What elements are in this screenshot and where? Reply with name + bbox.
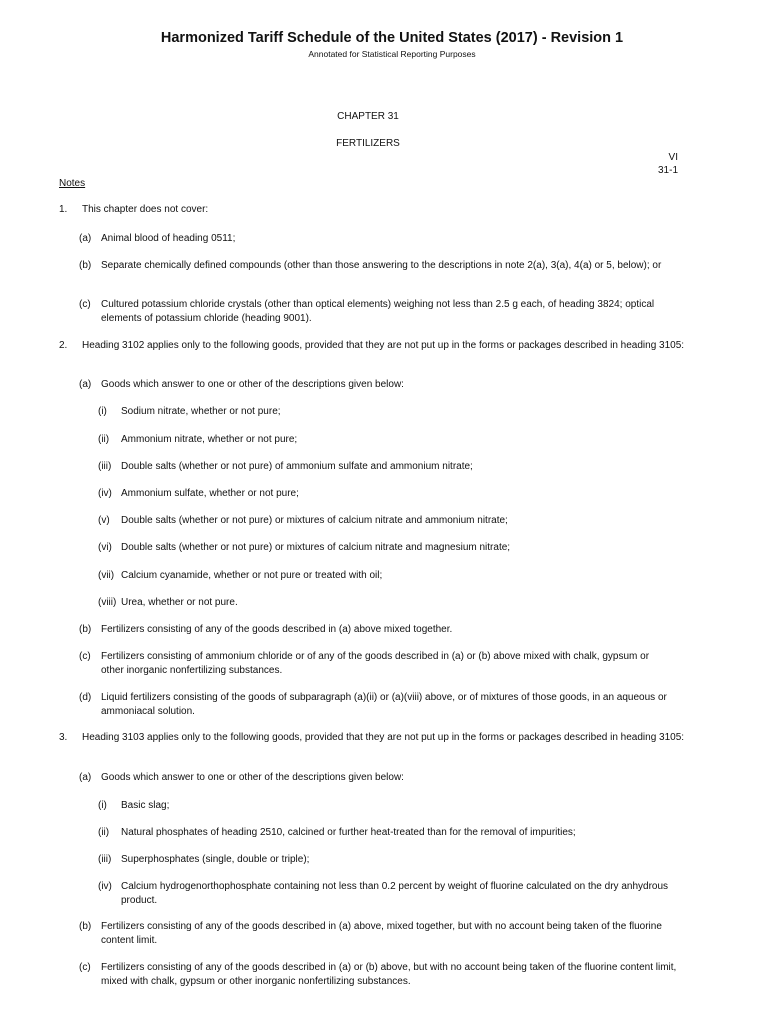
note-label: (iv) xyxy=(98,488,112,499)
note-label: 3. xyxy=(59,732,68,743)
note-text: Fertilizers consisting of any of the goods described in (a) above mixed together. xyxy=(101,624,453,635)
note-text: Heading 3103 applies only to the following goods, provided that they are not put up in the forms or packages described in heading 3105: xyxy=(82,732,685,743)
note-text: Fertilizers consisting of any of the goods described in (a) above, mixed together, but with no account being taken of the fluorine content limit. xyxy=(101,921,662,946)
note-text: Sodium nitrate, whether or not pure; xyxy=(121,406,281,417)
note-text: Liquid fertilizers consisting of the goods of subparagraph (a)(ii) or (a)(viii) above, or of mixtures of those goods, in an aqueous or ammoniacal solution. xyxy=(101,692,667,717)
note-text: Calcium hydrogenorthophosphate containing not less than 0.2 percent by weight of fluorine calculated on the dry anhydrous product. xyxy=(121,881,669,906)
note-text: Animal blood of heading 0511; xyxy=(101,233,236,244)
note-label: (d) xyxy=(79,692,92,703)
note-label: (iii) xyxy=(98,854,112,865)
note-text: Fertilizers consisting of ammonium chloride or of any of the goods described in (a) or (b) above mixed with chalk, gypsum or other inorganic nonfertilizing substances. xyxy=(101,651,650,676)
note-text: Natural phosphates of heading 2510, calcined or further heat-treated than for the removal of impurities; xyxy=(121,827,576,838)
note-label: (b) xyxy=(79,624,92,635)
note-text: Separate chemically defined compounds (other than those answering to the descriptions in note 2(a), 3(a), 4(a) or 5, below); or xyxy=(101,260,662,271)
note-label: (a) xyxy=(79,233,92,244)
note-text: Fertilizers consisting of any of the goods described in (a) or (b) above, but with no account being taken of the fluorine content limit, mixed with chalk, gypsum or other inorganic nonfertilizing substances. xyxy=(101,962,677,987)
note-text: Double salts (whether or not pure) or mixtures of calcium nitrate and magnesium nitrate; xyxy=(121,542,511,553)
section-number: VI xyxy=(668,152,678,163)
note-label: (viii) xyxy=(98,597,117,608)
note-label: (ii) xyxy=(98,827,110,838)
chapter-title: FERTILIZERS xyxy=(336,138,400,149)
note-label: (b) xyxy=(79,260,92,271)
document-subtitle: Annotated for Statistical Reporting Purposes xyxy=(308,49,476,59)
chapter-number: CHAPTER 31 xyxy=(337,111,399,122)
note-label: 1. xyxy=(59,204,68,215)
note-label: (c) xyxy=(79,651,91,662)
note-label: (ii) xyxy=(98,434,110,445)
note-label: (v) xyxy=(98,515,110,526)
document-title: Harmonized Tariff Schedule of the United States (2017) - Revision 1 xyxy=(160,30,624,46)
page-number: 31-1 xyxy=(657,165,678,176)
note-text: Double salts (whether or not pure) or mixtures of calcium nitrate and ammonium nitrate; xyxy=(121,515,508,526)
note-label: (c) xyxy=(79,962,91,973)
note-label: (i) xyxy=(98,406,107,417)
note-text: Basic slag; xyxy=(121,800,170,811)
note-text: Double salts (whether or not pure) of ammonium sulfate and ammonium nitrate; xyxy=(121,461,473,472)
note-label: (iii) xyxy=(98,461,112,472)
note-label: (b) xyxy=(79,921,92,932)
note-text: Superphosphates (single, double or triple); xyxy=(121,854,310,865)
note-text: Cultured potassium chloride crystals (other than optical elements) weighing not less than 2.5 g each, of heading 3824; optical elements of potassium chloride (heading 9001). xyxy=(101,299,655,324)
note-text: This chapter does not cover: xyxy=(82,204,209,215)
note-label: (i) xyxy=(98,800,107,811)
note-text: Goods which answer to one or other of the descriptions given below: xyxy=(101,772,404,783)
note-text: Goods which answer to one or other of the descriptions given below: xyxy=(101,379,404,390)
note-text: Ammonium nitrate, whether or not pure; xyxy=(121,434,298,445)
note-label: (c) xyxy=(79,299,91,310)
note-label: (vi) xyxy=(98,542,112,553)
note-text: Ammonium sulfate, whether or not pure; xyxy=(121,488,299,499)
note-label: (iv) xyxy=(98,881,112,892)
note-text: Calcium cyanamide, whether or not pure or treated with oil; xyxy=(121,570,383,581)
note-text: Urea, whether or not pure. xyxy=(121,597,238,608)
note-label: (vii) xyxy=(98,570,115,581)
note-label: (a) xyxy=(79,772,92,783)
note-label: 2. xyxy=(59,340,68,351)
note-text: Heading 3102 applies only to the following goods, provided that they are not put up in the forms or packages described in heading 3105: xyxy=(82,340,685,351)
notes-heading: Notes xyxy=(59,178,86,189)
note-label: (a) xyxy=(79,379,92,390)
